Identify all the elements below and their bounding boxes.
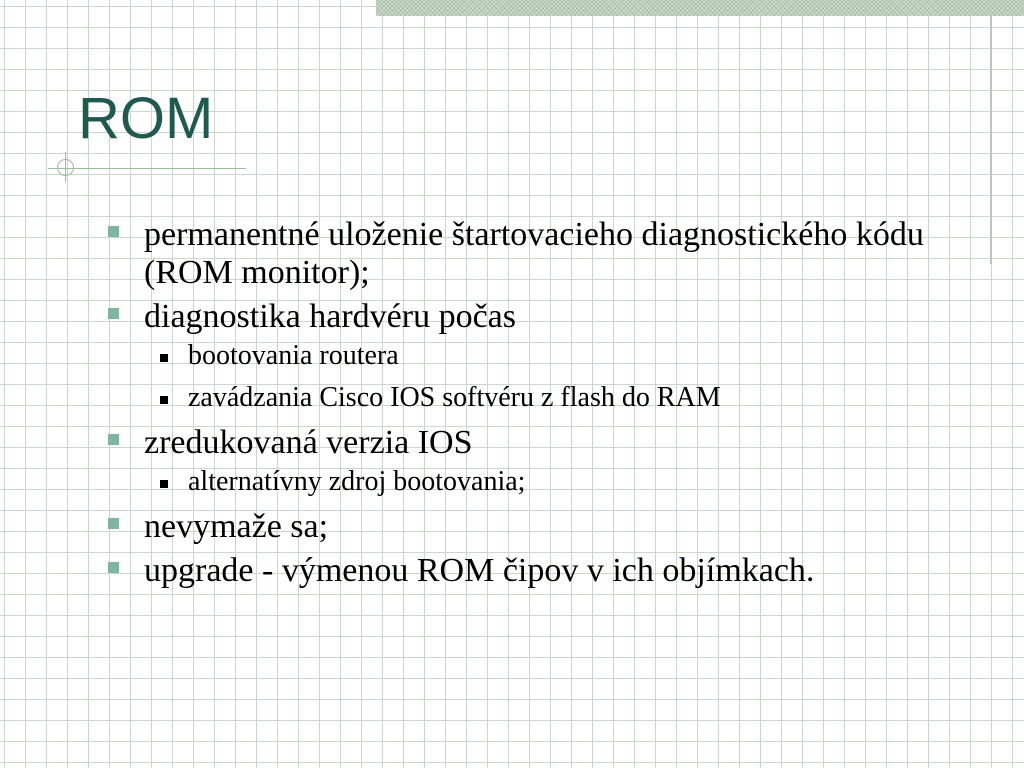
small-square-bullet-icon — [160, 354, 168, 362]
bullet-text: zredukovaná verzia IOS — [144, 424, 473, 461]
sub-bullet-item — [104, 340, 924, 372]
bullet-list — [104, 216, 924, 596]
bullet-item — [104, 298, 924, 336]
bullet-text: upgrade - výmenou ROM čipov v ich objímkach. — [144, 552, 815, 589]
bullet-item — [104, 216, 924, 292]
title-underline — [48, 168, 246, 169]
sub-bullet-text: alternatívny zdroj bootovania; — [188, 466, 526, 497]
sub-bullet-item — [104, 466, 924, 498]
bullet-text: permanentné uloženie štartovacieho diagnostického kódu (ROM monitor); — [144, 216, 924, 291]
bullet-item — [104, 552, 924, 590]
small-square-bullet-icon — [160, 480, 168, 488]
bullet-text: diagnostika hardvéru počas — [144, 298, 516, 335]
square-bullet-icon — [108, 518, 119, 529]
square-bullet-icon — [108, 434, 119, 445]
square-bullet-icon — [108, 562, 119, 573]
sub-bullet-text: bootovania routera — [188, 340, 399, 371]
sub-bullet-item — [104, 382, 924, 414]
bullet-item — [104, 424, 924, 462]
sub-bullet-text: zavádzania Cisco IOS softvéru z flash do RAM — [188, 382, 721, 413]
bullet-text: nevymaže sa; — [144, 508, 329, 545]
bullet-item — [104, 508, 924, 546]
decorative-vertical-line — [990, 14, 992, 264]
square-bullet-icon — [108, 226, 119, 237]
slide-title: ROM — [78, 86, 214, 151]
square-bullet-icon — [108, 308, 119, 319]
decorative-top-band — [376, 0, 1024, 16]
crosshair-line — [65, 152, 66, 182]
small-square-bullet-icon — [160, 396, 168, 404]
